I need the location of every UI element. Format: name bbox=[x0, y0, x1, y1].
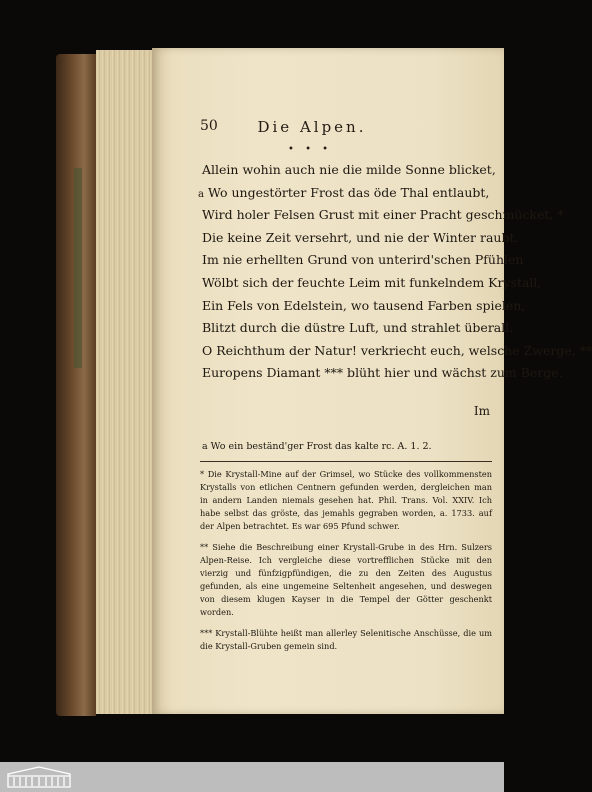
verse-block bbox=[198, 160, 592, 386]
viewer-footer-bar bbox=[0, 762, 504, 792]
ornament: • • • bbox=[288, 144, 333, 155]
catchword: Im bbox=[473, 404, 490, 418]
book-cover bbox=[56, 54, 96, 716]
verse-line: a Wo ungestörter Frost das öde Thal entlaubt, bbox=[198, 184, 490, 200]
verse-line: Allein wohin auch nie die milde Sonne blicket, bbox=[202, 162, 496, 177]
footnotes bbox=[200, 468, 492, 661]
page-edges bbox=[96, 50, 156, 714]
footnote: *** Krystall-Blühte heißt man allerley Selenitische Anschüsse, die um die Krystall-Gruben gemein sind. bbox=[200, 628, 492, 651]
footnote: ** Siehe die Beschreibung einer Krystall-Grube in des Hrn. Sulzers Alpen-Reise. Ich vergleiche diese vortrefflichen Stücke mit den vierzig und fünfzigpfündigen, die zu den Zeiten des Augustus gefunden, als eine ungemeine Seltenheit angesehen, und deswegen von diesem klugen Kayser in die Tempel der Götter geschenkt worden. bbox=[200, 542, 492, 617]
verse-line: Ein Fels von Edelstein, wo tausend Farben spielen, bbox=[202, 297, 526, 313]
page bbox=[152, 48, 592, 714]
library-logo-icon bbox=[6, 765, 72, 789]
verse-line: Die keine Zeit versehrt, und nie der Winter raubt. bbox=[202, 229, 519, 245]
footnote: * Die Krystall-Mine auf der Grimsel, wo Stücke des vollkommensten Krystalls von etlichen Centnern gefunden werden, dergleichen man in andern Landen niemals gesehen hat. Phil. Trans. Vol. XXIV. Ich habe selbst das gröste, das jemahls gegraben worden, a. 1733. auf der Alpen betrachtet. Es war 695 Pfund schwer. bbox=[200, 469, 492, 531]
cover-wear bbox=[74, 168, 82, 368]
footnote-rule bbox=[200, 461, 492, 462]
book bbox=[52, 48, 592, 718]
verse-line: Europens Diamant *** blüht hier und wächst zum Berge. bbox=[202, 365, 563, 381]
running-head: Die Alpen. bbox=[257, 118, 367, 136]
variant-reading: a Wo ein beständ'ger Frost das kalte rc. A. 1. 2. bbox=[202, 441, 432, 452]
page-number: 50 bbox=[200, 118, 218, 134]
verse-line: Blitzt durch die düstre Luft, und strahlet überall. bbox=[202, 320, 514, 336]
verse-line: O Reichthum der Natur! verkriecht euch, welsche Zwerge, ** bbox=[202, 342, 592, 358]
verse-line: Wölbt sich der feuchte Leim mit funkelndem Krystall, bbox=[202, 274, 542, 290]
verse-line: Im nie erhellten Grund von unterird'schen Pfühlen bbox=[202, 252, 524, 268]
verse-line: Wird holer Felsen Grust mit einer Pracht geschmücket, * bbox=[202, 207, 564, 223]
